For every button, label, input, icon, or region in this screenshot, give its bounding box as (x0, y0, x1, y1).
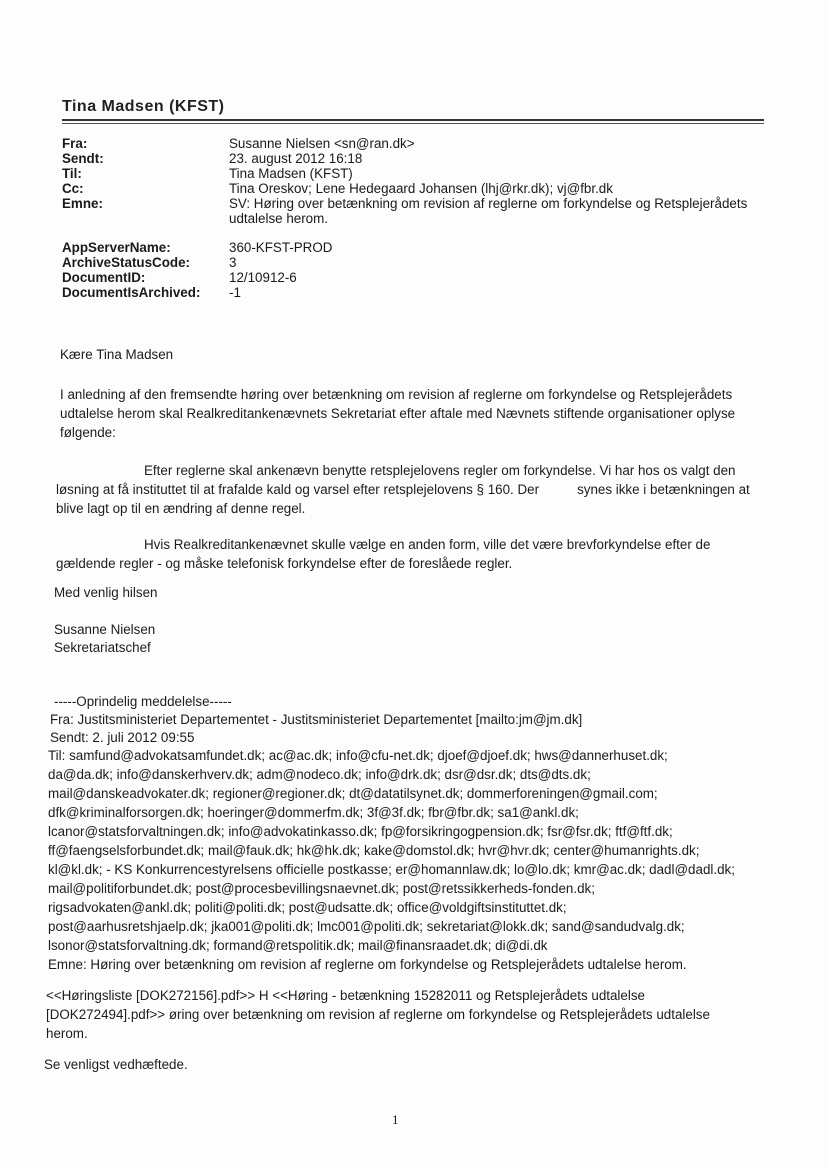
paragraph-2 (56, 461, 756, 518)
recipients-line: lcanor@statsforvaltningen.dk; info@advokatinkasso.dk; fp@forsikringogpension.dk; fsr@fsr.dk; ftf@ftf.dk; (48, 824, 673, 839)
to-value: Tina Madsen (KFST) (229, 166, 353, 181)
page-number: 1 (392, 1112, 399, 1127)
header-divider-thin (62, 123, 764, 124)
signature-name: Susanne Nielsen (54, 622, 156, 637)
recipients-line: mail@politiforbundet.dk; post@procesbevillingsnaevnet.dk; post@retssikkerheds-fonden.dk; (48, 881, 595, 896)
isarchived-label: DocumentIsArchived: (62, 285, 201, 300)
appserver-label: AppServerName: (62, 240, 171, 255)
sender-name: Tina Madsen (KFST) (62, 98, 225, 115)
recipients-line: ff@faengselsforbundet.dk; mail@fauk.dk; hk@hk.dk; kake@domstol.dk; hvr@hvr.dk; center@humanrights.dk; (48, 843, 700, 858)
archivestatus-value: 3 (229, 255, 237, 270)
original-from: Fra: Justitsministeriet Departementet - Justitsministeriet Departementet [mailto:jm@jm.dk] (50, 712, 583, 727)
subject-label: Emne: (62, 196, 103, 211)
original-sent: Sendt: 2. juli 2012 09:55 (50, 730, 195, 745)
paragraph-1: I anledning af den fremsendte høring over betænkning om revision af reglerne om forkyndelse og Retsplejerådets udtalelse herom skal Realkreditankenævnets Sekretariat efter aftale med Nævnets stiftende organisationer oplyse følgende: (60, 387, 736, 440)
recipients-line: rigsadvokaten@ankl.dk; politi@politi.dk; post@udsatte.dk; office@voldgiftsinstituttet.dk; (48, 900, 567, 915)
documentid-label: DocumentID: (62, 270, 146, 285)
recipients-line: kl@kl.dk; - KS Konkurrencestyrelsens officielle postkasse; er@homannlaw.dk; lo@lo.dk; kmr@ac.dk; dadl@dadl.dk; (48, 862, 735, 877)
recipients-line: mail@danskeadvokater.dk; regioner@regioner.dk; dt@datatilsynet.dk; dommerforeningen@gmail.com; (48, 786, 658, 801)
greeting: Kære Tina Madsen (60, 347, 174, 362)
paragraph-2-text: Efter reglerne skal ankenævn benytte retsplejelovens regler om forkyndelse. Vi har hos os valgt den løsning at få instituttet til at frafalde kald og varsel efter retsplejelovens § 160. Der (56, 463, 736, 497)
paragraph-2-continuation: synes ikke i betænkningen at blive lagt op til en ændring af denne regel. (56, 482, 750, 516)
original-heading: -----Oprindelig meddelelse----- (54, 694, 232, 709)
paragraph-3: Hvis Realkreditankenævnet skulle vælge en anden form, ville det være brevforkyndelse efter de gældende regler - og måske telefonisk forkyndelse efter de foreslåede regler. (56, 537, 711, 571)
closing: Med venlig hilsen (54, 585, 158, 600)
cc-value: Tina Oreskov; Lene Hedegaard Johansen (lhj@rkr.dk); vj@fbr.dk (229, 181, 613, 196)
archivestatus-label: ArchiveStatusCode: (62, 255, 190, 270)
recipients-line: post@aarhusretshjaelp.dk; jka001@politi.dk; lmc001@politi.dk; sekretariat@lokk.dk; sand@sandudvalg.dk; (48, 919, 685, 934)
attachment-line[interactable]: [DOK272494].pdf>> øring over betænkning om revision af reglerne om forkyndelse og Retsplejerådets udtalelse (46, 1007, 710, 1022)
recipients-line: da@da.dk; info@danskerhverv.dk; adm@nodeco.dk; info@drk.dk; dsr@dsr.dk; dts@dts.dk; (48, 767, 591, 782)
sent-value: 23. august 2012 16:18 (229, 151, 363, 166)
attachment-line[interactable]: <<Høringsliste [DOK272156].pdf>> H <<Høring - betænkning 15282011 og Retsplejerådets udtalelse (46, 988, 645, 1003)
from-value: Susanne Nielsen <sn@ran.dk> (229, 136, 415, 151)
to-label: Til: (62, 166, 82, 181)
from-label: Fra: (62, 136, 88, 151)
subject-value: SV: Høring over betænkning om revision af reglerne om forkyndelse og Retsplejerådets udtalelse herom. (229, 196, 748, 226)
signature-title: Sekretariatschef (54, 640, 151, 655)
cc-label: Cc: (62, 181, 84, 196)
recipients-line: Til: samfund@advokatsamfundet.dk; ac@ac.dk; info@cfu-net.dk; djoef@djoef.dk; hws@dannerhuset.dk; (48, 748, 668, 763)
footer-note: Se venligst vedhæftede. (44, 1057, 188, 1072)
documentid-value: 12/10912-6 (229, 270, 297, 285)
header-divider (62, 119, 764, 121)
isarchived-value: -1 (229, 285, 241, 300)
attachment-line: herom. (46, 1026, 88, 1041)
appserver-value: 360-KFST-PROD (229, 240, 333, 255)
sent-label: Sendt: (62, 151, 104, 166)
original-subject: Emne: Høring over betænkning om revision af reglerne om forkyndelse og Retsplejerådets udtalelse herom. (48, 957, 687, 972)
recipients-line: lsonor@statsforvaltning.dk; formand@retspolitik.dk; mail@finansraadet.dk; di@di.dk (48, 938, 548, 953)
recipients-line: dfk@kriminalforsorgen.dk; hoeringer@dommerfm.dk; 3f@3f.dk; fbr@fbr.dk; sa1@ankl.dk; (48, 805, 579, 820)
attachments (46, 986, 806, 1043)
original-recipients (48, 746, 818, 974)
